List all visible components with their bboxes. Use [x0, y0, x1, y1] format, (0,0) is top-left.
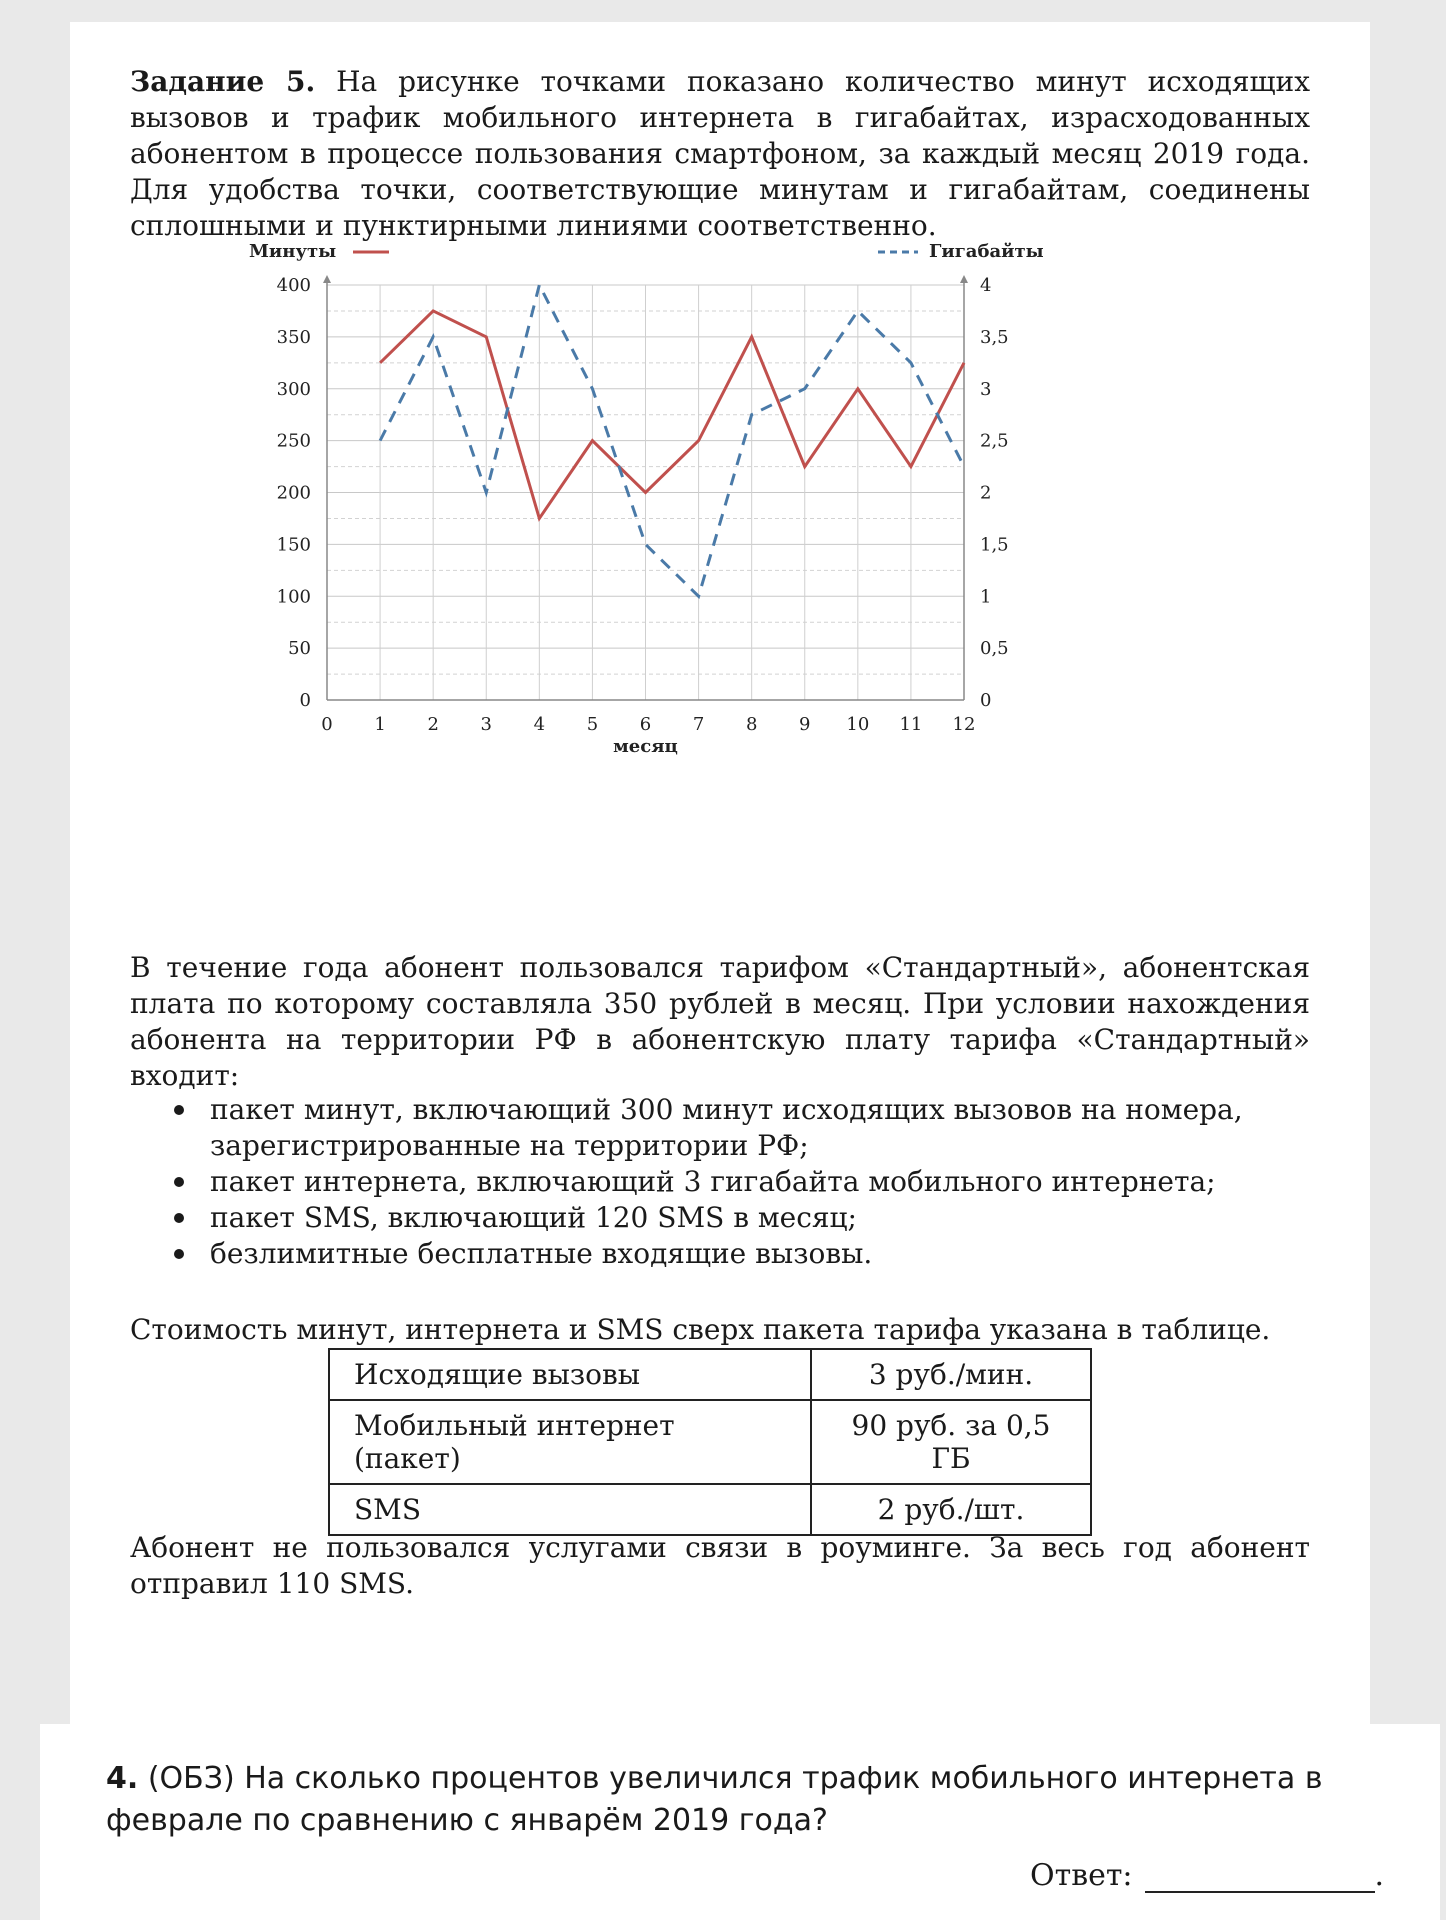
table-cell-price: 3 руб./мин. [811, 1349, 1091, 1400]
list-item: пакет минут, включающий 300 минут исходящих вызовов на номера, зарегистрированные на территории РФ; [130, 1092, 1310, 1164]
x-tick-label: 11 [899, 714, 923, 735]
y-left-tick-label: 100 [276, 586, 311, 608]
y-right-tick-label: 4 [980, 275, 992, 296]
y-right-tick-label: 1,5 [980, 534, 1009, 556]
y-left-tick-label: 50 [288, 638, 311, 660]
task-label: Задание 5. [130, 65, 316, 98]
list-item: пакет SMS, включающий 120 SMS в месяц; [130, 1200, 1310, 1236]
y-axis-right-arrow [960, 275, 968, 283]
y-axis-left-arrow [323, 275, 331, 283]
y-left-tick-label: 400 [276, 275, 311, 296]
y-left-tick-label: 0 [299, 690, 311, 711]
tariff-items-list [130, 1092, 1310, 1272]
table-row [329, 1349, 1091, 1400]
answer-label: Ответ: [1030, 1858, 1133, 1893]
x-tick-label: 10 [846, 714, 870, 735]
x-tick-label: 8 [745, 714, 758, 735]
table-row [329, 1400, 1091, 1484]
task-intro-text: На рисунке точками показано количество минут исходящих вызовов и трафик мобильного интернета в гигабайтах, израсходованных абонентом в процессе пользования смартфоном, за каждый месяц 2019 года. Для удобства точки, соответствующие минутам и гигабайтам, соединены сплошными и пунктирными линиями соответственно. [130, 65, 1311, 242]
y-right-tick-label: 1 [980, 586, 992, 608]
list-item: пакет интернета, включающий 3 гигабайта мобильного интернета; [130, 1164, 1310, 1200]
answer-end: . [1374, 1858, 1385, 1893]
final-note: Абонент не пользовался услугами связи в роуминге. За весь год абонент отправил 110 SMS. [130, 1531, 1310, 1600]
list-item: безлимитные бесплатные входящие вызовы. [130, 1236, 1310, 1272]
x-axis-label: месяц [613, 736, 678, 757]
question-text [106, 1758, 1446, 1842]
y-right-tick-label: 3,5 [980, 326, 1009, 348]
x-tick-label: 7 [692, 714, 705, 735]
table-cell-price: 90 руб. за 0,5 ГБ [811, 1400, 1091, 1484]
y-right-tick-label: 3 [980, 378, 992, 400]
x-tick-label: 9 [799, 714, 811, 735]
x-tick-label: 6 [639, 714, 652, 735]
y-right-tick-label: 0 [980, 690, 992, 711]
y-right-tick-label: 0,5 [980, 638, 1009, 660]
x-tick-label: 2 [427, 714, 439, 735]
table-cell-price: 2 руб./шт. [811, 1484, 1091, 1535]
question-block [40, 1724, 1440, 1920]
y-left-tick-label: 150 [276, 534, 311, 556]
table-row [329, 1484, 1091, 1535]
answer-field[interactable] [1030, 1858, 1384, 1893]
legend-label-minutes: Минуты [249, 241, 337, 262]
x-tick-label: 4 [533, 714, 546, 735]
cost-intro: Стоимость минут, интернета и SMS сверх пакета тарифа указана в таблице. [130, 1313, 1271, 1346]
y-left-tick-label: 350 [276, 326, 311, 348]
y-left-tick-label: 200 [276, 482, 311, 504]
y-right-tick-label: 2 [980, 482, 992, 504]
x-tick-label: 3 [480, 714, 492, 735]
question-body: (ОБЗ) На сколько процентов увеличился трафик мобильного интернета в феврале по сравнению с январём 2019 года? [106, 1761, 1323, 1838]
x-tick-label: 1 [374, 714, 386, 735]
answer-blank[interactable] [1145, 1861, 1375, 1893]
question-number: 4. [106, 1761, 139, 1796]
table-cell-service: Исходящие вызовы [329, 1349, 811, 1400]
tariff-description: В течение года абонент пользовался тарифом «Стандартный», абонентская плата по которому составляла 350 рублей в месяц. При условии нахождения абонента на территории РФ в абонентскую плату тарифа «Стандартный» входит: [130, 951, 1310, 1092]
x-tick-label: 0 [321, 714, 333, 735]
legend-label-gigabytes: Гигабайты [929, 241, 1044, 262]
task-page [70, 22, 1370, 1734]
minutes-gigabytes-chart [200, 241, 1150, 772]
task-description [130, 64, 1310, 244]
x-tick-label: 12 [952, 714, 976, 735]
y-right-tick-label: 2,5 [980, 430, 1009, 452]
table-cell-service: Мобильный интернет (пакет) [329, 1400, 811, 1484]
table-cell-service: SMS [329, 1484, 811, 1535]
y-left-tick-label: 300 [276, 378, 311, 400]
cost-table [328, 1348, 1092, 1536]
y-left-tick-label: 250 [276, 430, 311, 452]
x-tick-label: 5 [586, 714, 599, 735]
